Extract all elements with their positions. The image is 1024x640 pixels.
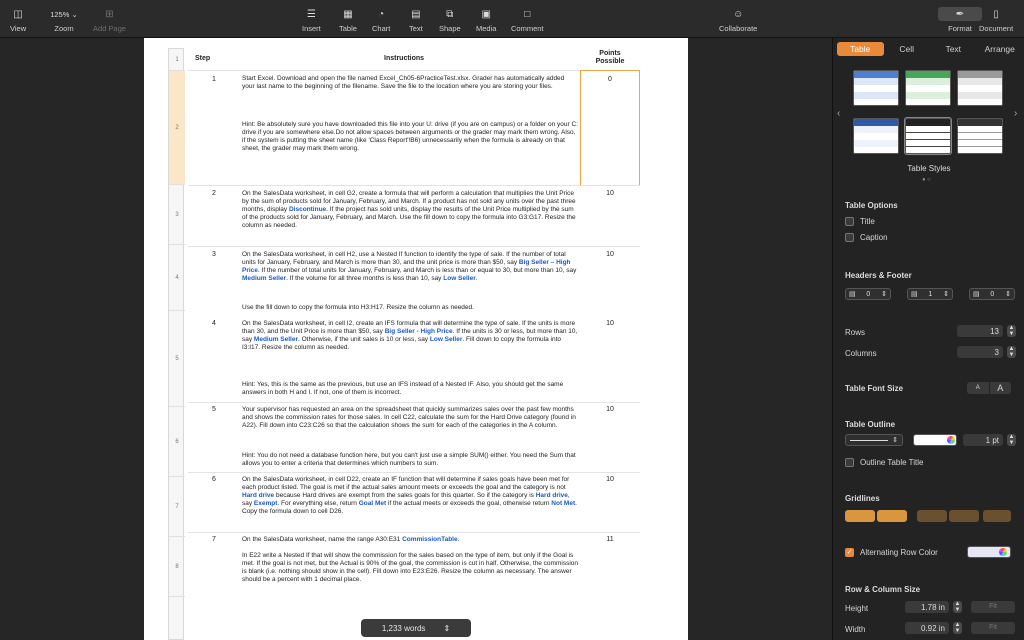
word-count-popup[interactable]: 1,233 words ⇕	[361, 619, 471, 637]
instruction-hint[interactable]: Hint: Yes, this is the same as the previous, but use an IFS instead of a Nested IF. Also, you should get the same answers in both H and I. If not, one of them is incorrect.	[242, 381, 564, 396]
step-number[interactable]: 5	[212, 406, 216, 413]
row-number[interactable]: 7	[169, 477, 185, 537]
points-value[interactable]: 10	[606, 406, 614, 413]
width-stepper[interactable]: 0.92 in ▲ ▼	[905, 622, 962, 634]
points-value[interactable]: 10	[606, 251, 614, 258]
page-indicator: ● ○	[922, 177, 931, 183]
gridlines-heading: Gridlines	[845, 494, 880, 503]
table-font-size-heading: Table Font Size	[845, 384, 904, 393]
height-label: Height	[845, 604, 869, 613]
header-instructions[interactable]: Instructions	[384, 55, 425, 62]
increase-font-button[interactable]: A	[997, 383, 1004, 393]
row-number[interactable]: 8	[169, 537, 185, 597]
row-number[interactable]: 2	[169, 71, 185, 185]
sidebar-icon: ◫	[13, 8, 23, 20]
fit-width-button[interactable]: Fit	[971, 622, 1015, 634]
tab-cell[interactable]: Cell	[899, 44, 915, 54]
zoom-control[interactable]: 125% ⌄ Zoom	[46, 7, 82, 33]
color-wheel-icon[interactable]	[999, 548, 1007, 556]
insert-button[interactable]: ☰ Insert	[302, 8, 321, 33]
instruction-text[interactable]: On the SalesData worksheet, in cell H2, use a Nested If function to identify the type of sale. If the number of total units for January, February, and March is more than 30, and the unit price is more than $50, say Big Seller – High Price. If the number of total units for January, February, and March is less than or equal to 30, but more than 10, say Medium Seller. If the volume for all three months is less than 10, say Low Seller.	[242, 251, 577, 282]
divider	[188, 185, 640, 186]
instruction-text[interactable]: Your supervisor has requested an area on the spreadsheet that quickly summarizes sales over the past few months and shows the commission rates for those sales. In cell C22, calculate the sum for the Hard Drive category (found in A22). Fill down into C23:C26 so that the calculation shows the sum for each of the categories in the A column.	[242, 406, 576, 429]
points-value[interactable]: 10	[606, 320, 614, 327]
footer-rows-icon: ▤	[973, 291, 980, 298]
table-style-black-lines[interactable]	[905, 118, 951, 154]
media-icon: ▣	[481, 8, 491, 20]
points-value[interactable]: 10	[606, 190, 614, 197]
selected-cell[interactable]	[580, 70, 640, 186]
instruction-text[interactable]: On the SalesData worksheet, in cell G2, create a formula that will perform a calculation that multiplies the Unit Price by the sum of products sold for January, February, and March. If a product has not sold any units over the past three months, display Discontinue. If the project has sold units, display the results of the Unit Price multiplied by the sum of the products sold for January, February, and March. Use the fill down to copy the formula into G3:G17. Resize the column as needed.	[242, 190, 576, 229]
headers-footer-heading: Headers & Footer	[845, 271, 912, 280]
step-number[interactable]: 6	[212, 476, 216, 483]
text-button[interactable]: ▤ Text	[409, 8, 423, 33]
points-value[interactable]: 10	[606, 476, 614, 483]
decrease-font-button[interactable]: A	[967, 382, 990, 394]
divider	[188, 402, 640, 403]
document-button[interactable]: ▯ Document	[979, 8, 1014, 33]
header-columns-stepper[interactable]: ▤ 1 ⇕	[907, 288, 953, 300]
caption-checkbox[interactable]: Caption	[845, 233, 888, 242]
points-value[interactable]: 11	[606, 536, 614, 543]
row-number[interactable]: 1	[169, 49, 185, 71]
header-points[interactable]: Points Possible	[595, 50, 625, 65]
points-value[interactable]: 0	[608, 76, 612, 83]
chevron-right-icon[interactable]: ›	[1014, 108, 1018, 119]
table-outline-heading: Table Outline	[845, 420, 896, 429]
rows-stepper[interactable]: 13 ▲ ▼	[957, 325, 1016, 337]
header-rows-icon: ▤	[849, 291, 856, 298]
add-page-icon: ⊞	[105, 8, 114, 20]
document-page[interactable]	[144, 38, 688, 640]
fit-height-button[interactable]: Fit	[971, 601, 1015, 613]
instruction-hint[interactable]: Hint: Be absolutely sure you have downloaded this file into your U: drive (if you are on campus) or a folder on your C: drive if you are somewhere else.Do not allow spaces between arguments or the grader may mark them wrong. Also, if the system is putting the sheet name (like 'Class Report'!B6) unnecessarily when the formula is already on that sheet, the grader may mark them wrong.	[242, 121, 579, 152]
step-number[interactable]: 4	[212, 320, 216, 327]
footer-rows-stepper[interactable]: ▤ 0 ⇕	[969, 288, 1015, 300]
instruction-note[interactable]: Use the fill down to copy the formula into H3:H17. Resize the column as needed.	[242, 304, 474, 311]
format-button[interactable]: ✒ Format	[938, 7, 982, 33]
header-step[interactable]: Step	[195, 55, 211, 62]
step-number[interactable]: 2	[212, 190, 216, 197]
tab-arrange[interactable]: Arrange	[984, 44, 1015, 54]
instruction-note[interactable]: In E22 write a Nested If that will show the commission for the sales based on the type of item, but only if the Goal is met. If the goal is not met, but the Actual is 90% of the goal, the commission is cut in half. Otherwise, the commission is blank (i.e. nothing should show in the cell). Fill down into E23:E26. Resize the column as necessary. The answer should be a percent with 1 decimal place.	[242, 552, 578, 583]
divider	[188, 246, 640, 247]
left-canvas-gutter	[0, 38, 144, 640]
tab-table[interactable]: Table	[837, 42, 884, 56]
toolbar	[0, 0, 1024, 38]
divider	[188, 472, 640, 473]
step-number[interactable]: 7	[212, 536, 216, 543]
table-style-gray[interactable]	[957, 70, 1003, 106]
chart-icon: ◔	[378, 8, 385, 20]
table-options-heading: Table Options	[845, 201, 898, 210]
media-button[interactable]: ▣ Media	[476, 8, 497, 33]
alternating-row-color-checkbox[interactable]: ✓ Alternating Row Color	[846, 548, 938, 557]
table-icon: ▦	[343, 8, 353, 20]
divider	[188, 532, 640, 533]
outline-title-checkbox[interactable]: Outline Table Title	[845, 458, 923, 467]
instruction-text[interactable]: On the SalesData worksheet, in cell I2, create an IFS formula that will determine the type of sale. If the units is more than 30, and the Unit Price is more than $50, say Big Seller - High Price. If the units is 30 or less, but more than 10, say Medium Seller. Otherwise, if the unit sales is 10 or less, say Low Seller. Fill down to copy the formula into I3:I17. Resize the column as needed.	[242, 320, 578, 351]
right-canvas-gutter	[688, 38, 832, 640]
document-icon: ▯	[993, 8, 999, 20]
tab-text[interactable]: Text	[945, 44, 962, 54]
footer-gridlines-button[interactable]	[983, 510, 1011, 522]
columns-stepper[interactable]: 3 ▲ ▼	[957, 346, 1016, 358]
shape-icon: ⧉	[446, 8, 454, 20]
table-style-plain[interactable]	[957, 118, 1003, 154]
table-style-green[interactable]	[905, 70, 951, 106]
table-styles-label: Table Styles	[907, 164, 951, 173]
view-button[interactable]: ◫ View	[10, 8, 27, 33]
header-column-gridlines-button[interactable]	[949, 510, 979, 522]
table-style-navy[interactable]	[853, 118, 899, 154]
horizontal-gridlines-button[interactable]	[845, 510, 875, 522]
row-number[interactable]: 3	[169, 185, 185, 245]
insert-icon: ☰	[306, 8, 316, 20]
chart-button[interactable]: ◔ Chart	[372, 8, 391, 33]
shape-button[interactable]: ⧉ Shape	[439, 8, 461, 33]
divider	[188, 70, 640, 71]
paintbrush-icon: ✒	[938, 7, 982, 21]
instruction-hint[interactable]: Hint: You do not need a database function here, but you can't just use a simple SUM() either. You need the Sum that allows you to enter a criteria that determines which numbers to sum.	[242, 452, 576, 467]
outline-width-stepper[interactable]: 1 pt ▲ ▼	[963, 434, 1016, 446]
height-stepper[interactable]: 1.78 in ▲ ▼	[905, 601, 962, 613]
row-column-size-heading: Row & Column Size	[845, 585, 921, 594]
chevron-left-icon[interactable]: ‹	[837, 108, 841, 119]
columns-label: Columns	[845, 349, 877, 358]
font-size-buttons	[967, 382, 1011, 394]
collaborate-button[interactable]: ☺ Collaborate	[719, 8, 758, 33]
inspector-tabs	[837, 42, 1023, 56]
collaborate-icon: ☺	[733, 8, 744, 20]
chevron-updown-icon: ⇕	[443, 623, 451, 633]
instruction-text[interactable]: On the SalesData worksheet, in cell D22, create an IF function that will determine if sales goals have been met for each product listed. The goal is met if the actual sales amount meets or exceeds the goal and the category is not Hard drive because Hard drives are exempt from the sales goals for this quarter. So if the category is Hard drive, say Exempt. For everything else, return Goal Met if the actual meets or exceeds the goal, otherwise return Not Met. Copy the formula down to cell D26.	[242, 476, 577, 515]
zoom-value[interactable]: 125% ⌄	[50, 9, 78, 19]
table-button[interactable]: ▦ Table	[339, 8, 357, 33]
format-inspector	[832, 38, 1024, 640]
row-number-column	[168, 48, 184, 640]
comment-button[interactable]: □ Comment	[511, 8, 544, 33]
vertical-gridlines-button[interactable]	[877, 510, 907, 522]
outline-style-popup[interactable]: ⇕	[845, 434, 903, 446]
row-number[interactable]: 4	[169, 245, 185, 311]
header-rows-stepper[interactable]: ▤ 0 ⇕	[845, 288, 891, 300]
instruction-text[interactable]: On the SalesData worksheet, name the range A30:E31 CommissionTable.	[242, 536, 460, 543]
header-row-gridlines-button[interactable]	[917, 510, 947, 522]
add-page-button[interactable]: ⊞ Add Page	[93, 8, 126, 33]
step-number[interactable]: 3	[212, 251, 216, 258]
row-number[interactable]: 5	[169, 311, 185, 407]
comment-icon: □	[524, 8, 531, 20]
step-number[interactable]: 1	[212, 76, 216, 83]
color-wheel-icon[interactable]	[947, 436, 955, 444]
rows-label: Rows	[845, 328, 866, 337]
row-number[interactable]: 6	[169, 407, 185, 477]
table-style-blue[interactable]	[853, 70, 899, 106]
width-label: Width	[845, 625, 866, 634]
header-columns-icon: ▤	[911, 291, 918, 298]
text-box-icon: ▤	[411, 8, 421, 20]
title-checkbox[interactable]: Title	[845, 217, 875, 226]
instruction-text[interactable]: Start Excel. Download and open the file named Excel_Ch05-6PracticeTest.xlsx. Grader has automatically added your last name to the beginning of the filename. Save the file to the location where you are storing your files.	[242, 75, 565, 90]
